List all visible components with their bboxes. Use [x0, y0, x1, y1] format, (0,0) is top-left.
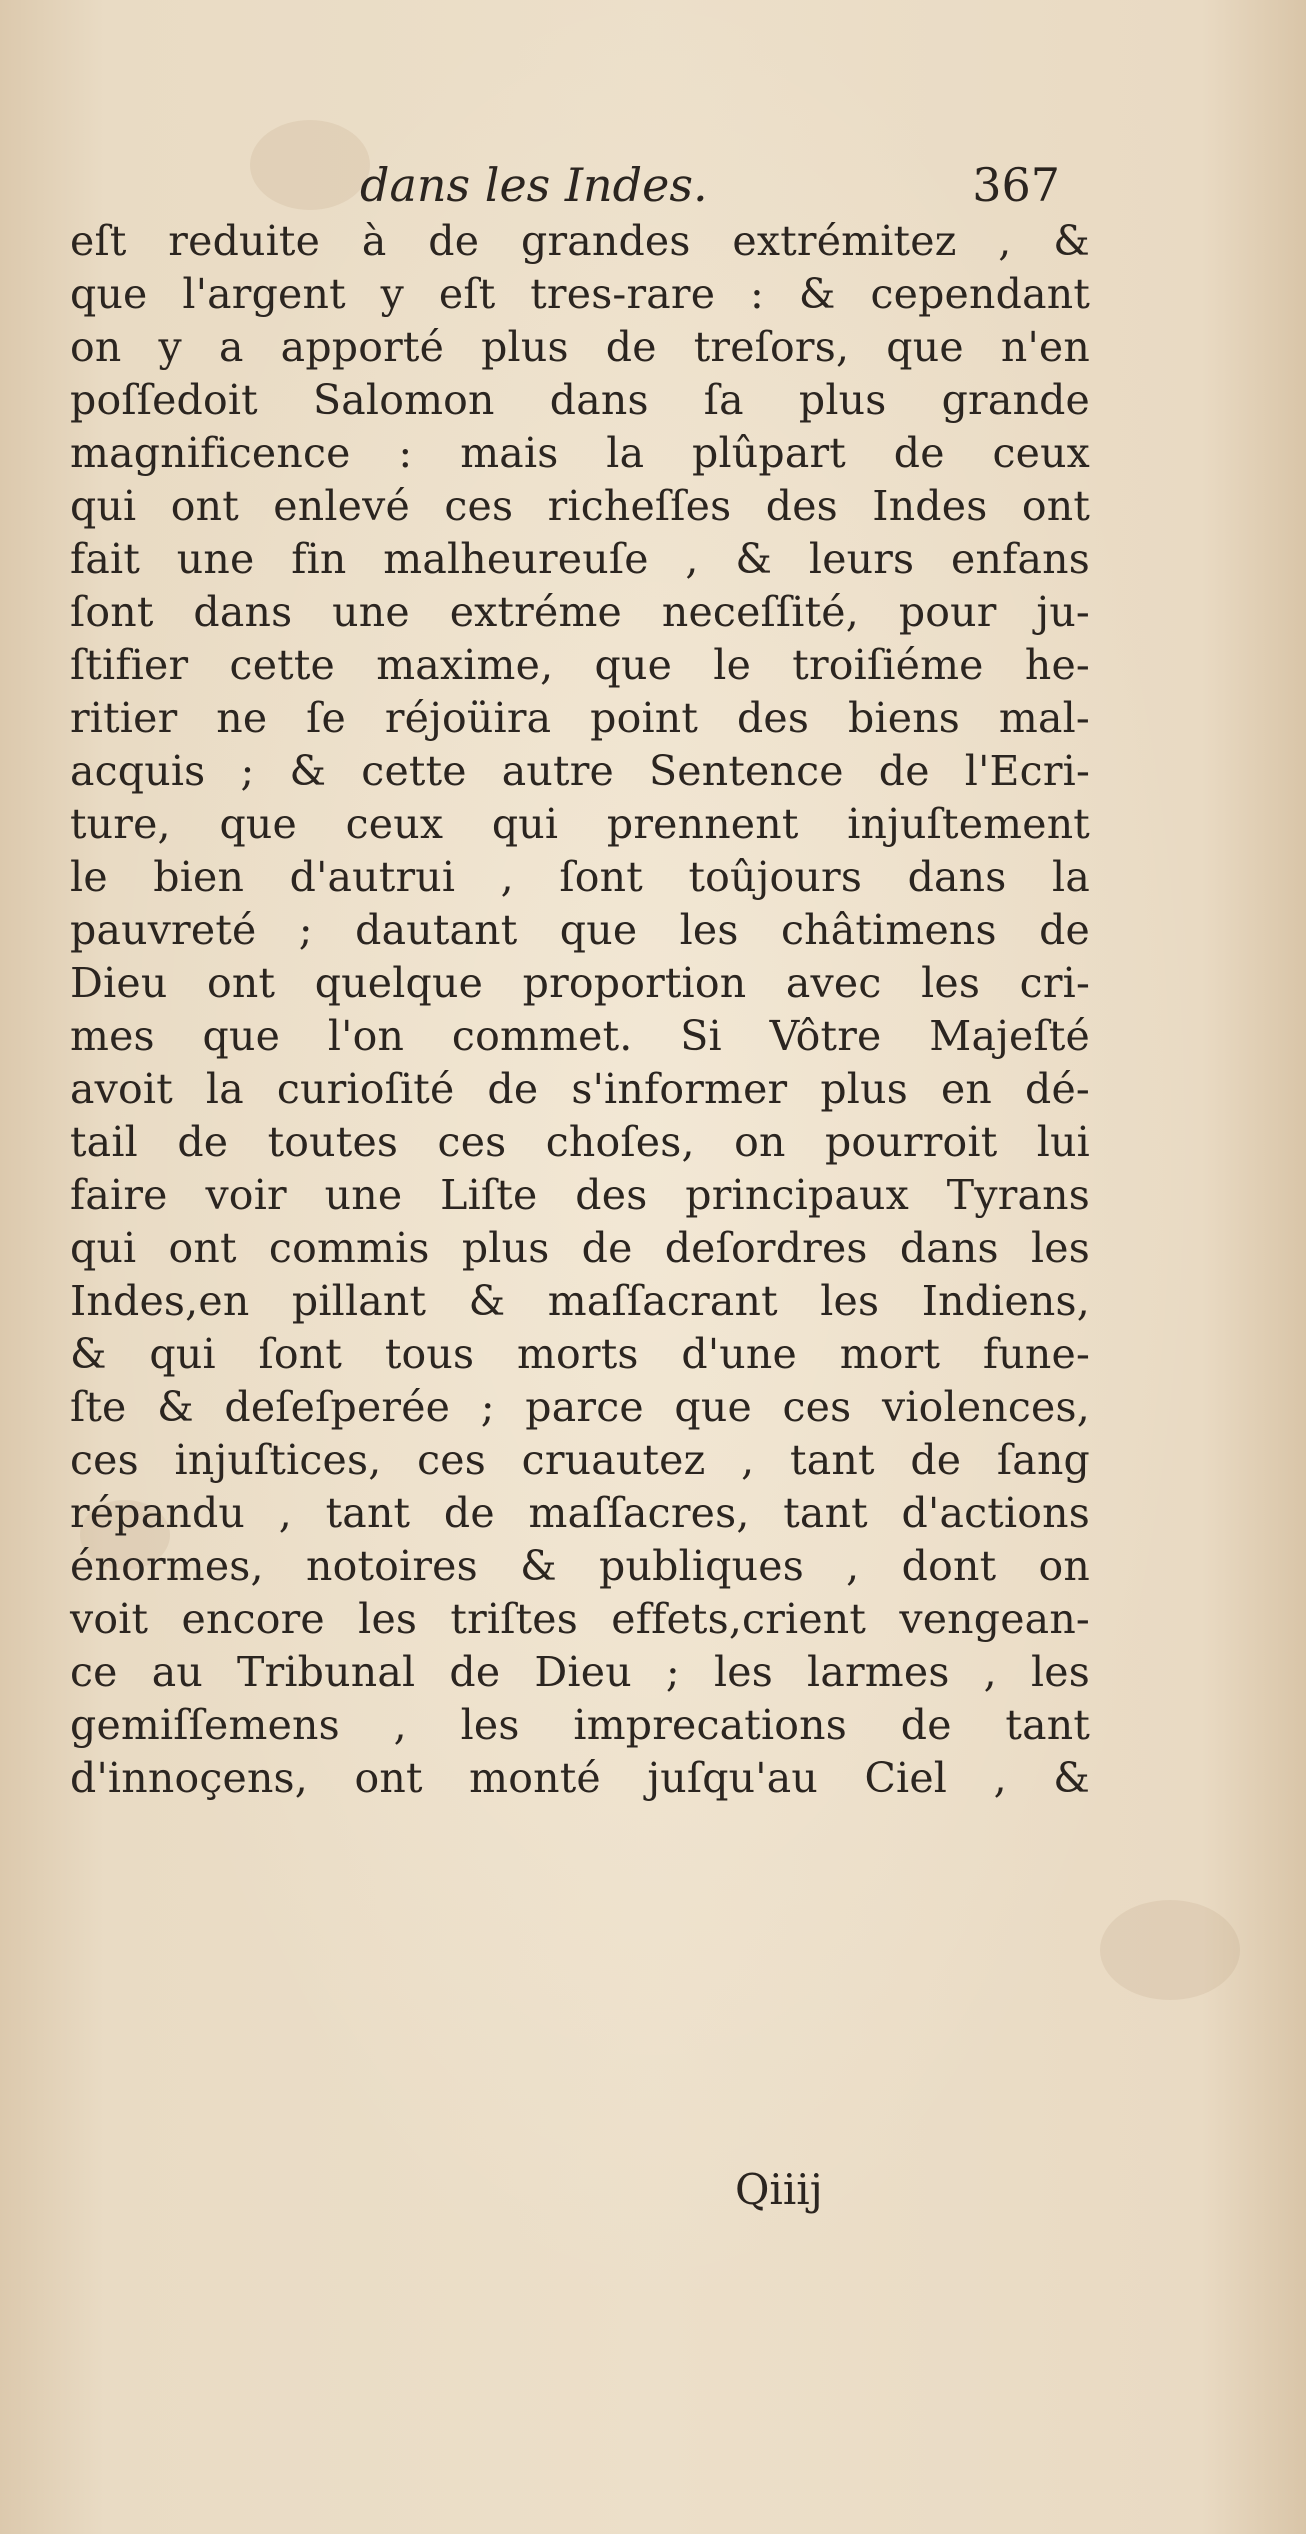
text-line: Dieu ont quelque proportion avec les cri- [70, 959, 1090, 1007]
page-number: 367 [972, 158, 1060, 212]
text-line: fait une fin malheureuſe , & leurs enfans [70, 535, 1090, 583]
text-line: ſont dans une extréme neceſſité, pour ju- [70, 588, 1090, 636]
text-line: magnificence : mais la plûpart de ceux [70, 429, 1090, 477]
running-title: dans les Indes. [360, 158, 708, 212]
text-line: poſſedoit Salomon dans ſa plus grande [70, 376, 1090, 424]
text-line: qui ont commis plus de deſordres dans les [70, 1224, 1090, 1272]
text-line: ces injuſtices, ces cruautez , tant de ſang [70, 1436, 1090, 1484]
text-line: répandu , tant de maſſacres, tant d'actions [70, 1489, 1090, 1537]
text-line: le bien d'autrui , ſont toûjours dans la [70, 853, 1090, 901]
text-line: ſtifier cette maxime, que le troiſiéme he- [70, 641, 1090, 689]
text-line: avoit la curioſité de s'informer plus en dé- [70, 1065, 1090, 1113]
text-line: tail de toutes ces choſes, on pourroit lui [70, 1118, 1090, 1166]
text-line: que l'argent y eſt tres-rare : & cependant [70, 270, 1090, 318]
text-line: acquis ; & cette autre Sentence de l'Ecri- [70, 747, 1090, 795]
text-line: ce au Tribunal de Dieu ; les larmes , les [70, 1648, 1090, 1696]
body-text [70, 215, 1090, 2170]
running-head [360, 150, 1060, 220]
text-line: ritier ne ſe réjoüira point des biens mal- [70, 694, 1090, 742]
text-line: mes que l'on commet. Si Vôtre Majeſté [70, 1012, 1090, 1060]
text-line: & qui ſont tous morts d'une mort fune- [70, 1330, 1090, 1378]
text-line: énormes, notoires & publiques , dont on [70, 1542, 1090, 1590]
text-line: eſt reduite à de grandes extrémitez , & [70, 217, 1090, 265]
signature-mark: Qiiij [735, 2165, 823, 2214]
text-line: ſte & deſeſperée ; parce que ces violences, [70, 1383, 1090, 1431]
text-line: qui ont enlevé ces richeſſes des Indes ont [70, 482, 1090, 530]
text-line: ture, que ceux qui prennent injuſtement [70, 800, 1090, 848]
text-line: d'innoçens, ont monté juſqu'au Ciel , & [70, 1754, 1090, 1802]
text-line: voit encore les triſtes effets,crient vengean- [70, 1595, 1090, 1643]
text-line: gemiſſemens , les imprecations de tant [70, 1701, 1090, 1749]
text-line: on y a apporté plus de treſors, que n'en [70, 323, 1090, 371]
text-line: pauvreté ; dautant que les châtimens de [70, 906, 1090, 954]
paper-stain [1100, 1900, 1240, 2000]
text-line: faire voir une Liſte des principaux Tyrans [70, 1171, 1090, 1219]
text-line: Indes,en pillant & maſſacrant les Indiens, [70, 1277, 1090, 1325]
paper-stain [250, 120, 370, 210]
